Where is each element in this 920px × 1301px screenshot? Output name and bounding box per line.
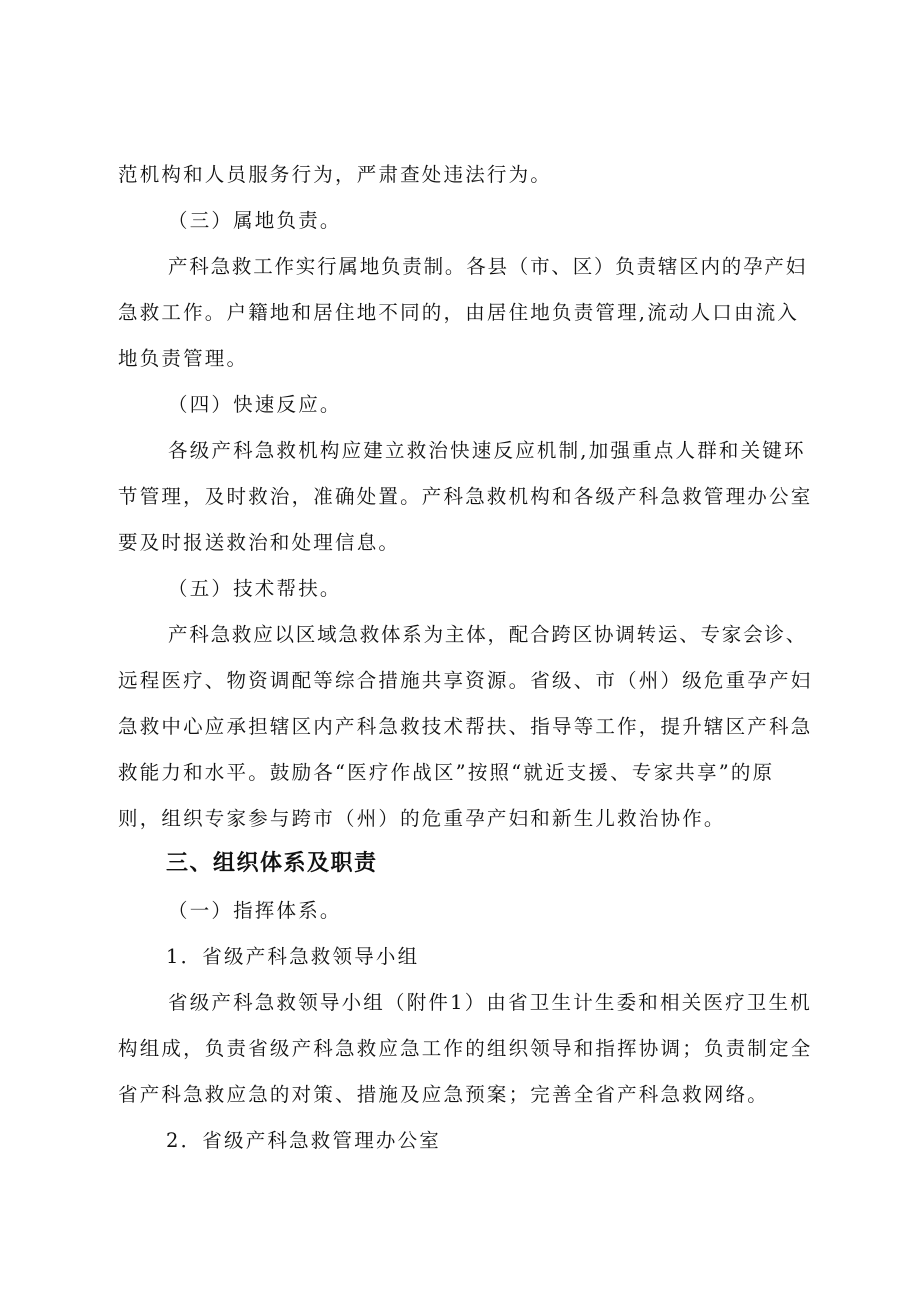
paragraph-line: 节管理，及时救治，准确处置。产科急救机构和各级产科急救管理办公室 <box>118 485 813 508</box>
numbered-item-heading: 1．省级产科急救领导小组 <box>166 945 420 968</box>
paragraph-line: 远程医疗、物资调配等综合措施共享资源。省级、市（州）级危重孕产妇 <box>118 669 813 692</box>
paragraph-line: 省产科急救应急的对策、措施及应急预案；完善全省产科急救网络。 <box>118 1083 770 1106</box>
paragraph-line: 省级产科急救领导小组（附件1）由省卫生计生委和相关医疗卫生机 <box>168 991 812 1014</box>
paragraph-line: 各级产科急救机构应建立救治快速反应机制,加强重点人群和关键环 <box>168 439 806 462</box>
paragraph-line: 产科急救应以区域急救体系为主体，配合跨区协调转运、专家会诊、 <box>168 623 808 646</box>
paragraph-line: 地负责管理。 <box>118 347 249 370</box>
paragraph-line: 则，组织专家参与跨市（州）的危重孕产妇和新生儿救治协作。 <box>118 807 726 830</box>
section-subheading-3: （三）属地负责。 <box>168 209 342 232</box>
paragraph-line: 要及时报送救治和处理信息。 <box>118 531 401 554</box>
numbered-item-heading: 2．省级产科急救管理办公室 <box>166 1129 442 1152</box>
section-subheading-1: （一）指挥体系。 <box>168 899 342 922</box>
paragraph-line: 救能力和水平。鼓励各“医疗作战区”按照“就近支援、专家共享”的原 <box>118 761 775 784</box>
paragraph-line: 范机构和人员服务行为，严肃查处违法行为。 <box>118 163 553 186</box>
paragraph-line: 产科急救工作实行属地负责制。各县（市、区）负责辖区内的孕产妇 <box>168 255 808 278</box>
paragraph-line: 构组成，负责省级产科急救应急工作的组织领导和指挥协调；负责制定全 <box>118 1037 813 1060</box>
paragraph-line: 急救工作。户籍地和居住地不同的，由居住地负责管理,流动人口由流入 <box>118 301 800 324</box>
section-heading: 三、组织体系及职责 <box>166 851 378 876</box>
section-subheading-5: （五）技术帮扶。 <box>168 577 342 600</box>
section-subheading-4: （四）快速反应。 <box>168 393 342 416</box>
paragraph-line: 急救中心应承担辖区内产科急救技术帮扶、指导等工作，提升辖区产科急 <box>118 715 813 738</box>
